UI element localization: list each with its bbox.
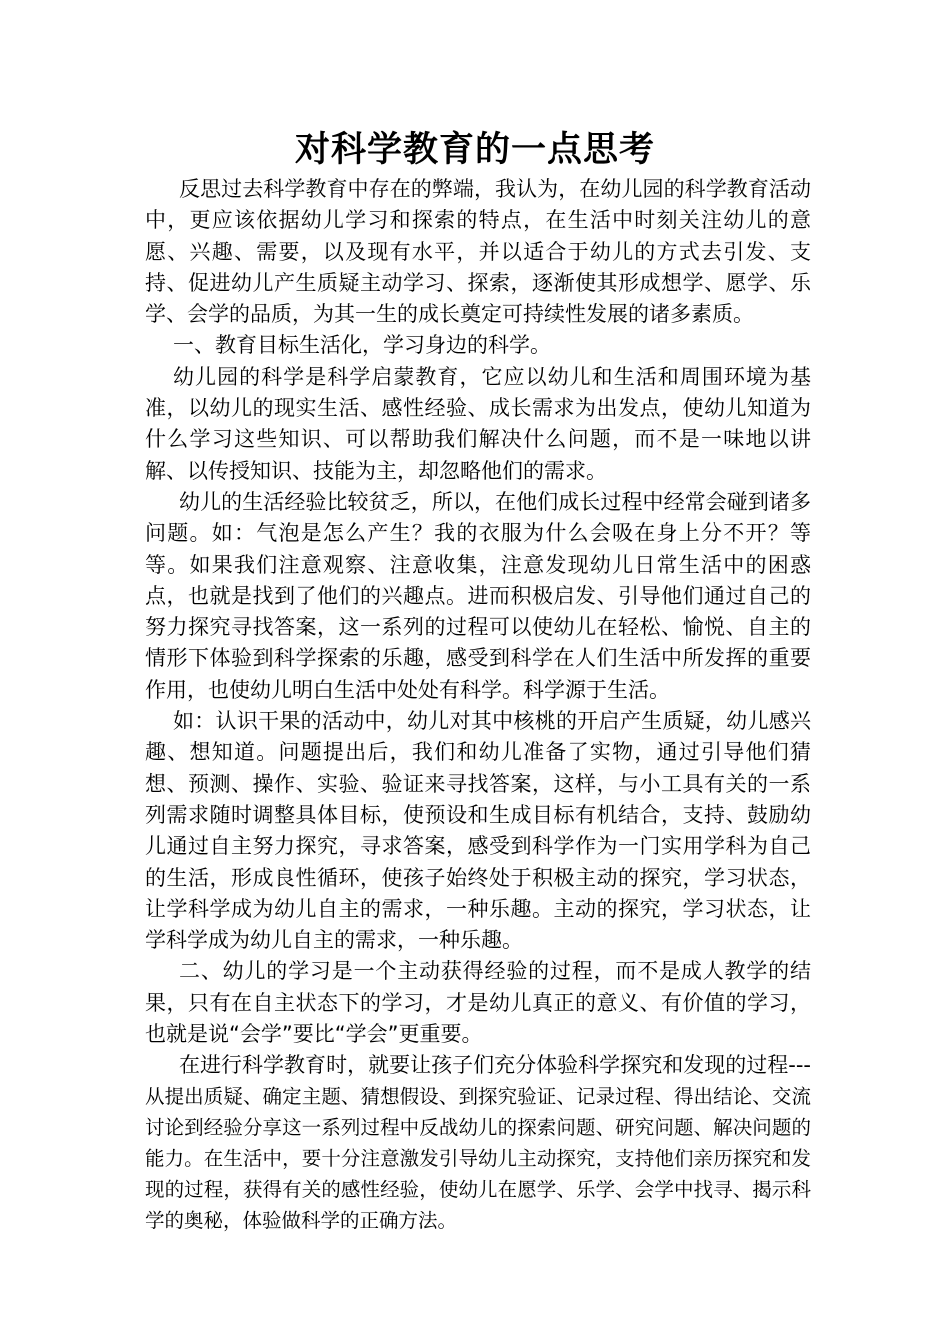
section-heading-2: 二、幼儿的学习是一个主动获得经验的过程，而不是成人教学的结果，只有在自主状态下的学习，才是幼儿真正的意义、有价值的学习，也就是说“会学”要比“学会”更重要。 (145, 959, 811, 1047)
paragraph-inquiry-process-rest: 从提出质疑、确定主题、猜想假设、到探究验证、记录过程、得出结论、交流讨论到经验分享这一系列过程中反战幼儿的探索问题、研究问题、解决问题的能力。在生活中，要十分注意激发引导幼儿主动探究，支持他们亲历探究和发现的过程，获得有关的感性经验，使幼儿在愿学、乐学、会学中找寻、揭示科学的奥秘，体验做科学的正确方法。 (145, 1085, 811, 1233)
paragraph-nut-example: 如：认识干果的活动中，幼儿对其中核桃的开启产生质疑，幼儿感兴趣、想知道。问题提出后，我们和幼儿准备了实物，通过引导他们猜想、预测、操作、实验、验证来寻找答案，这样，与小工具有关的一系列需求随时调整具体目标，使预设和生成目标有机结合，支持、鼓励幼儿通过自主努力探究，寻求答案，感受到科学作为一门实用学科为自己的生活，形成良性循环，使孩子始终处于积极主动的探究，学习状态，让学科学成为幼儿自主的需求，一种乐趣。主动的探究，学习状态，让学科学成为幼儿自主的需求，一种乐趣。 (145, 709, 811, 953)
document-body (145, 174, 811, 1236)
paragraph-inquiry-process-lead: 在进行科学教育时，就要让孩子们充分体验科学探究和发现的过程--- (179, 1053, 811, 1078)
section-heading-1: 一、教育目标生活化，学习身边的科学。 (173, 333, 551, 358)
paragraph-intro: 反思过去科学教育中存在的弊端，我认为，在幼儿园的科学教育活动中，更应该依据幼儿学习和探索的特点，在生活中时刻关注幼儿的意愿、兴趣、需要，以及现有水平，并以适合于幼儿的方式去引发、支持、促进幼儿产生质疑主动学习、探索，逐渐使其形成想学、愿学、乐学、会学的品质，为其一生的成长奠定可持续性发展的诸多素质。 (145, 177, 811, 327)
document-title: 对科学教育的一点思考 (294, 129, 655, 170)
paragraph-inquiry-process (145, 1050, 811, 1236)
paragraph-life-experience: 幼儿的生活经验比较贫乏，所以，在他们成长过程中经常会碰到诸多问题。如：气泡是怎么产生？我的衣服为什么会吸在身上分不开？等等。如果我们注意观察、注意收集，注意发现幼儿日常生活中的困惑点，也就是找到了他们的兴趣点。进而积极启发、引导他们通过自己的努力探究寻找答案，这一系列的过程可以使幼儿在轻松、愉悦、自主的情形下体验到科学探索的乐趣，感受到科学在人们生活中所发挥的重要作用，也使幼儿明白生活中处处有科学。科学源于生活。 (145, 489, 811, 702)
paragraph-science-enlightenment: 幼儿园的科学是科学启蒙教育，它应以幼儿和生活和周围环境为基准，以幼儿的现实生活、感性经验、成长需求为出发点，使幼儿知道为什么学习这些知识、可以帮助我们解决什么问题，而不是一味地以讲解、以传授知识、技能为主，却忽略他们的需求。 (145, 364, 811, 483)
